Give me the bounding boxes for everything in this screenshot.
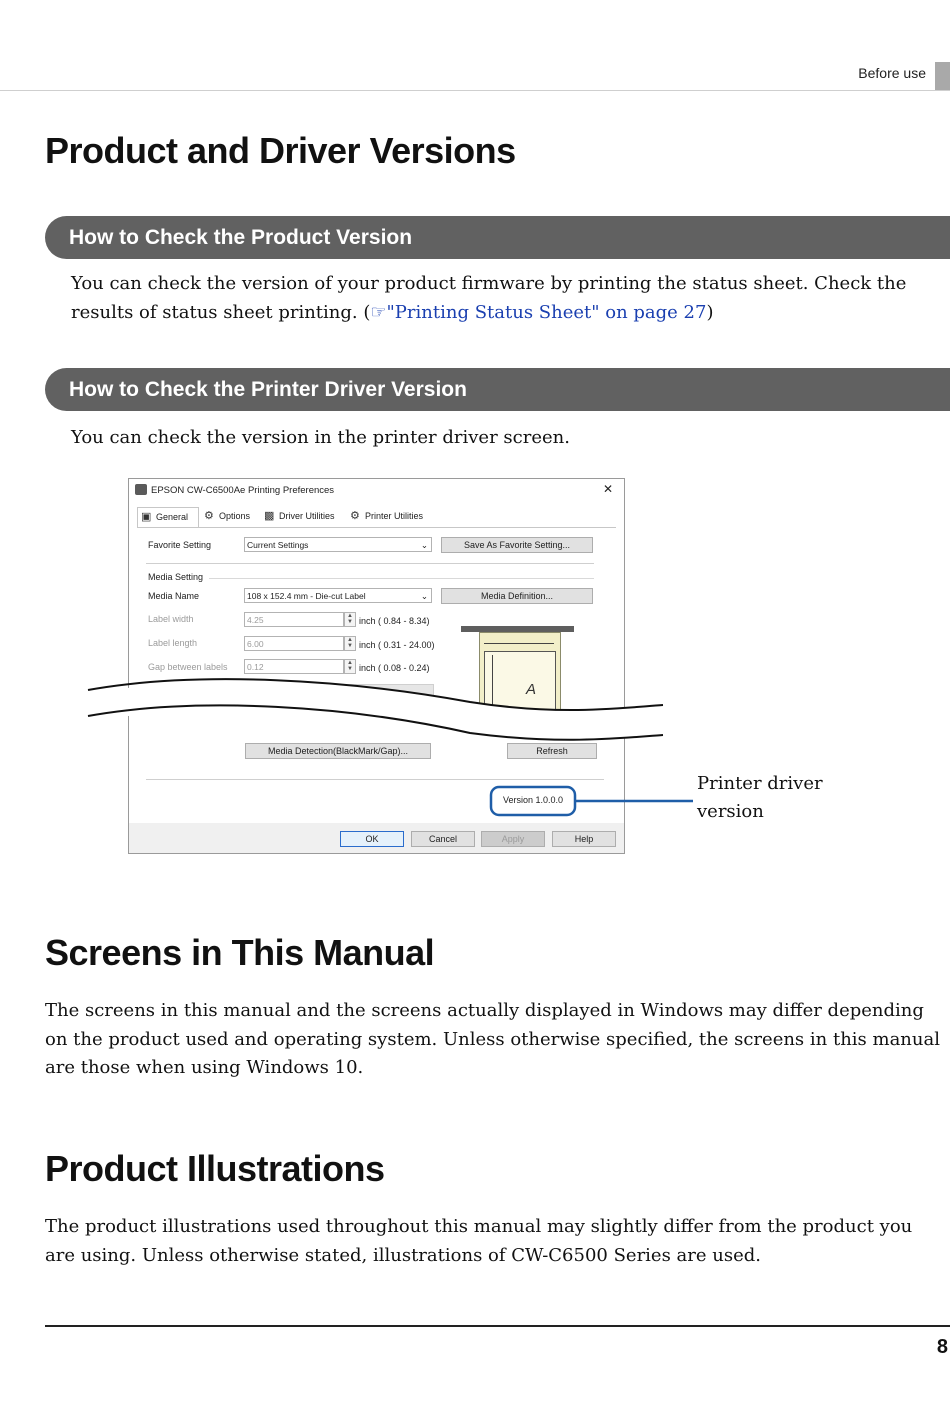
section-title-product-driver: Product and Driver Versions <box>45 130 516 171</box>
hand-pointer-icon: ☞ <box>370 301 387 323</box>
gap-label: Gap between labels <box>148 662 228 672</box>
callout-line-1: Printer driver <box>697 773 823 794</box>
paragraph-driver-version: You can check the version in the printer driver screen. <box>71 427 570 448</box>
label-length-range: inch ( 0.31 - 24.00) <box>359 640 435 650</box>
label-length-spinner[interactable]: ▲ ▼ <box>344 636 356 651</box>
media-name-value: 108 x 152.4 mm - Die-cut Label <box>247 591 366 601</box>
product-version-text: You can check the version of your product firmware by printing the status sheet. Check the results of status sheet printing. ( <box>71 273 907 323</box>
callout-line-2: version <box>697 801 764 822</box>
gap-spinner[interactable]: ▲ ▼ <box>344 659 356 674</box>
driver-utilities-icon: ▩ <box>264 510 275 522</box>
running-header: Before use <box>858 65 926 81</box>
page-number: 8 <box>936 1336 948 1358</box>
tab-label: General <box>156 512 189 522</box>
favorite-setting-value: Current Settings <box>247 540 309 550</box>
section-title-illustrations: Product Illustrations <box>45 1148 385 1189</box>
label-width-input[interactable]: 4.25 <box>244 612 344 627</box>
ok-button[interactable]: OK <box>340 831 404 847</box>
media-name-label: Media Name <box>148 591 200 601</box>
subheading-product-version: How to Check the Product Version <box>69 226 413 249</box>
gap-range: inch ( 0.08 - 0.24) <box>359 663 430 673</box>
version-highlight <box>491 787 575 815</box>
printer-utilities-icon: ⚙ <box>350 510 360 522</box>
dialog-title: EPSON CW-C6500Ae Printing Preferences <box>151 485 335 496</box>
cancel-button[interactable]: Cancel <box>411 831 475 847</box>
apply-button[interactable]: Apply <box>481 831 545 847</box>
footer-rule <box>45 1325 950 1327</box>
paragraph-screens: The screens in this manual and the screens actually displayed in Windows may differ depending on the product used and operating system. Unless otherwise specified, the screens in this manual are those when using Windows 10. <box>45 1000 940 1078</box>
label-length-label: Label length <box>148 638 198 648</box>
save-favorite-button[interactable]: Save As Favorite Setting... <box>441 537 593 553</box>
label-width-spinner[interactable]: ▲ ▼ <box>344 612 356 627</box>
favorite-setting-label: Favorite Setting <box>148 540 212 550</box>
paragraph-illustrations: The product illustrations used throughout this manual may slightly differ from the product you are using. Unless otherwise stated, illustrations of CW-C6500 Series are used. <box>45 1216 913 1266</box>
tab-label: Options <box>219 511 251 521</box>
label-length-input[interactable]: 6.00 <box>244 636 344 651</box>
options-icon: ⚙ <box>204 510 214 522</box>
refresh-button[interactable]: Refresh <box>507 743 597 759</box>
callout-printer-driver-version <box>697 770 823 826</box>
section-title-screens: Screens in This Manual <box>45 932 435 973</box>
link-text: "Printing Status Sheet" on page 27 <box>386 301 707 323</box>
media-definition-button[interactable]: Media Definition... <box>441 588 593 604</box>
chevron-down-icon: ⌄ <box>420 540 428 550</box>
close-icon[interactable]: ✕ <box>603 482 614 496</box>
label-width-range: inch ( 0.84 - 8.34) <box>359 616 430 626</box>
label-width-label: Label width <box>148 614 194 624</box>
general-icon: ▣ <box>141 511 152 523</box>
media-detection-button[interactable]: Media Detection(BlackMark/Gap)... <box>245 743 431 759</box>
version-label: Version 1.0.0.0 <box>503 795 564 805</box>
media-setting-group-label: Media Setting <box>148 572 204 582</box>
closing-paren: ) <box>706 301 714 323</box>
preview-glyph: A <box>526 681 537 698</box>
tab-label: Printer Utilities <box>365 511 424 521</box>
help-button[interactable]: Help <box>552 831 616 847</box>
subheading-driver-version: How to Check the Printer Driver Version <box>69 378 467 401</box>
chevron-down-icon: ⌄ <box>420 591 428 601</box>
gap-input[interactable]: 0.12 <box>244 659 344 674</box>
tab-label: Driver Utilities <box>279 511 335 521</box>
